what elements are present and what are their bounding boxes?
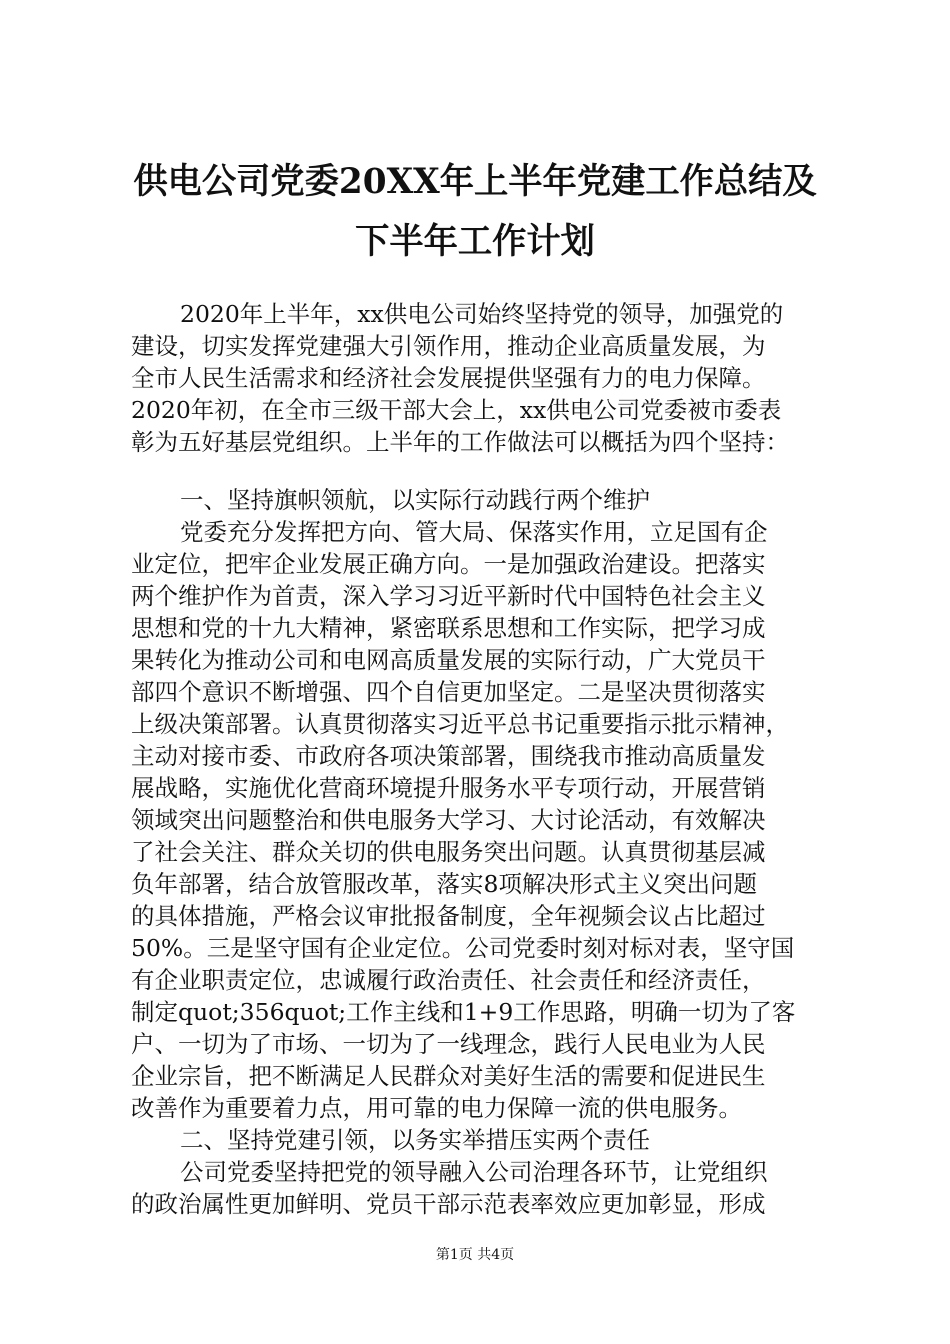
section-heading: 一、坚持旗帜领航，以实际行动践行两个维护 — [180, 486, 650, 514]
paragraph-line: 业定位，把牢企业发展正确方向。一是加强政治建设。把落实 — [131, 550, 766, 578]
paragraph-line: 建设，切实发挥党建强大引领作用，推动企业高质量发展，为 — [131, 332, 766, 360]
paragraph-line: 制定quot;356quot;工作主线和1+9工作思路，明确一切为了客 — [131, 998, 796, 1026]
paragraph-line: 两个维护作为首责，深入学习习近平新时代中国特色社会主义 — [131, 582, 766, 610]
document-title-line-2: 下半年工作计划 — [355, 221, 595, 262]
paragraph-line: 2020年初，在全市三级干部大会上，xx供电公司党委被市委表 — [131, 396, 782, 424]
paragraph-line: 户、一切为了市场、一切为了一线理念，践行人民电业为人民 — [131, 1030, 766, 1058]
paragraph-line: 的具体措施，严格会议审批报备制度，全年视频会议占比超过 — [131, 902, 766, 930]
paragraph-line: 党委充分发挥把方向、管大局、保落实作用，立足国有企 — [180, 518, 768, 546]
paragraph-line: 果转化为推动公司和电网高质量发展的实际行动，广大党员干 — [131, 646, 766, 674]
page-footer: 第1页 共4页 — [435, 1247, 515, 1263]
paragraph-line: 负年部署，结合放管服改革，落实8项解决形式主义突出问题 — [131, 870, 757, 898]
paragraph-line: 主动对接市委、市政府各项决策部署，围绕我市推动高质量发 — [131, 742, 766, 770]
paragraph-line: 上级决策部署。认真贯彻落实习近平总书记重要指示批示精神， — [131, 710, 789, 738]
paragraph-line: 部四个意识不断增强、四个自信更加坚定。二是坚决贯彻落实 — [131, 678, 766, 706]
section-heading: 二、坚持党建引领，以务实举措压实两个责任 — [180, 1126, 650, 1154]
paragraph-line: 有企业职责定位，忠诚履行政治责任、社会责任和经济责任， — [131, 966, 766, 994]
paragraph-line: 彰为五好基层党组织。上半年的工作做法可以概括为四个坚持： — [131, 428, 789, 456]
paragraph-line: 的政治属性更加鲜明、党员干部示范表率效应更加彰显，形成 — [131, 1190, 766, 1218]
paragraph-line: 2020年上半年，xx供电公司始终坚持党的领导，加强党的 — [180, 300, 784, 328]
paragraph-line: 公司党委坚持把党的领导融入公司治理各环节，让党组织 — [180, 1158, 768, 1186]
paragraph-line: 领域突出问题整治和供电服务大学习、大讨论活动，有效解决 — [131, 806, 766, 834]
paragraph-line: 改善作为重要着力点，用可靠的电力保障一流的供电服务。 — [131, 1094, 742, 1122]
paragraph-line: 50%。三是坚守国有企业定位。公司党委时刻对标对表，坚守国 — [131, 934, 795, 962]
paragraph-line: 思想和党的十九大精神，紧密联系思想和工作实际，把学习成 — [131, 614, 766, 642]
document-title-line-1: 供电公司党委20XX年上半年党建工作总结及 — [133, 161, 817, 202]
paragraph-line: 了社会关注、群众关切的供电服务突出问题。认真贯彻基层减 — [131, 838, 766, 866]
paragraph-line: 全市人民生活需求和经济社会发展提供坚强有力的电力保障。 — [131, 364, 766, 392]
paragraph-line: 企业宗旨，把不断满足人民群众对美好生活的需要和促进民生 — [131, 1062, 766, 1090]
paragraph-line: 展战略，实施优化营商环境提升服务水平专项行动，开展营销 — [131, 774, 766, 802]
